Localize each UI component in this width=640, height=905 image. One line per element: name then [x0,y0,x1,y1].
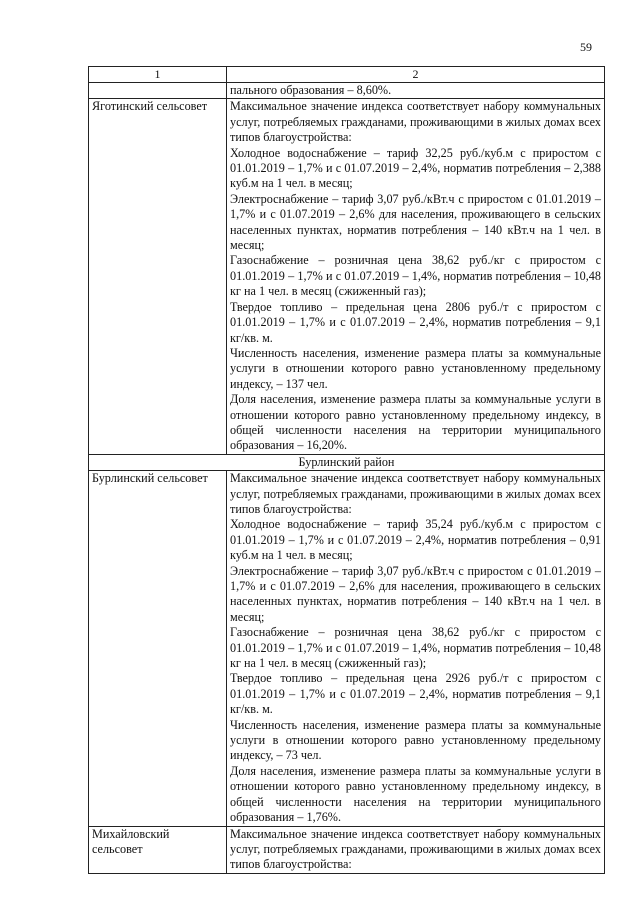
district-row [89,454,605,470]
description-paragraph: Доля населения, изменение размера платы за коммунальные услуги в отношении которого равно установленному предельному индексу, в общей численности населения на территории муниципального образования – 1,76%. [230,763,601,825]
index-description [227,471,605,826]
table-row [89,826,605,873]
tariff-table [88,66,605,874]
page-number: 59 [580,40,592,54]
description-paragraph: Холодное водоснабжение – тариф 32,25 руб./куб.м с приростом с 01.01.2019 – 1,7% и с 01.07.2019 – 2,4%, норматив потребления – 2,388 куб.м на 1 чел. в месяц; [230,145,601,191]
description-paragraph: Максимальное значение индекса соответствует набору коммунальных услуг, потребляемых гражданами, проживающими в жилых домах всех типов благоустройства: [230,826,601,872]
district-label: Бурлинский район [89,454,605,470]
description-paragraph: Холодное водоснабжение – тариф 35,24 руб./куб.м с приростом с 01.01.2019 – 1,7% и с 01.07.2019 – 2,4%, норматив потребления – 0,91 куб.м на 1 чел. в месяц; [230,517,601,563]
description-paragraph: Максимальное значение индекса соответствует набору коммунальных услуг, потребляемых гражданами, проживающими в жилых домах всех типов благоустройства: [230,99,601,145]
municipality-name: Бурлинский сельсовет [89,471,227,826]
continuation-name-cell [89,83,227,99]
description-paragraph: Максимальное значение индекса соответствует набору коммунальных услуг, потребляемых гражданами, проживающими в жилых домах всех типов благоустройства: [230,471,601,516]
table-row [89,99,605,454]
municipality-name: Яготинский сельсовет [89,99,227,454]
index-description [227,99,605,454]
description-paragraph: Численность населения, изменение размера платы за коммунальные услуги в отношении которого равно установленному предельному индексу, – 137 чел. [230,345,601,391]
index-description [227,826,605,873]
header-col-2: 2 [227,67,605,83]
description-paragraph: Газоснабжение – розничная цена 38,62 руб./кг с приростом с 01.01.2019 – 1,7% и с 01.07.2019 – 1,4%, норматив потребления – 10,48 кг на 1 чел. в месяц (сжиженный газ); [230,625,601,671]
description-paragraph: Доля населения, изменение размера платы за коммунальные услуги в отношении которого равно установленному предельному индексу, в общей численности населения на территории муниципального образования – 16,20%. [230,392,601,453]
description-paragraph: Электроснабжение – тариф 3,07 руб./кВт.ч с приростом с 01.01.2019 – 1,7% и с 01.07.2019 – 2,6% для населения, проживающего в сельских населенных пунктах, норматив потребления – 140 кВт.ч на 1 чел. в месяц; [230,191,601,253]
municipality-name: Михайловский сельсовет [89,826,227,873]
description-paragraph: Численность населения, изменение размера платы за коммунальные услуги в отношении которого равно установленному предельному индексу, – 73 чел. [230,717,601,763]
header-col-1: 1 [89,67,227,83]
description-paragraph: Электроснабжение – тариф 3,07 руб./кВт.ч с приростом с 01.01.2019 – 1,7% и с 01.07.2019 – 2,6% для населения, проживающего в сельских населенных пунктах, норматив потребления – 140 кВт.ч на 1 чел. в месяц; [230,563,601,624]
description-paragraph: Твердое топливо – предельная цена 2926 руб./т с приростом с 01.01.2019 – 1,7% и с 01.07.2019 – 2,4%, норматив потребления – 9,1 кг/кв. м. [230,671,601,717]
description-paragraph: Газоснабжение – розничная цена 38,62 руб./кг с приростом с 01.01.2019 – 1,7% и с 01.07.2019 – 1,4%, норматив потребления – 10,48 кг на 1 чел. в месяц (сжиженный газ); [230,253,601,299]
description-paragraph: Твердое топливо – предельная цена 2806 руб./т с приростом с 01.01.2019 – 1,7% и с 01.07.2019 – 2,4%, норматив потребления – 9,1 кг/кв. м. [230,299,601,345]
continuation-text: пального образования – 8,60%. [227,83,605,99]
continuation-row [89,83,605,99]
table-row [89,471,605,826]
table-header-row [89,67,605,83]
